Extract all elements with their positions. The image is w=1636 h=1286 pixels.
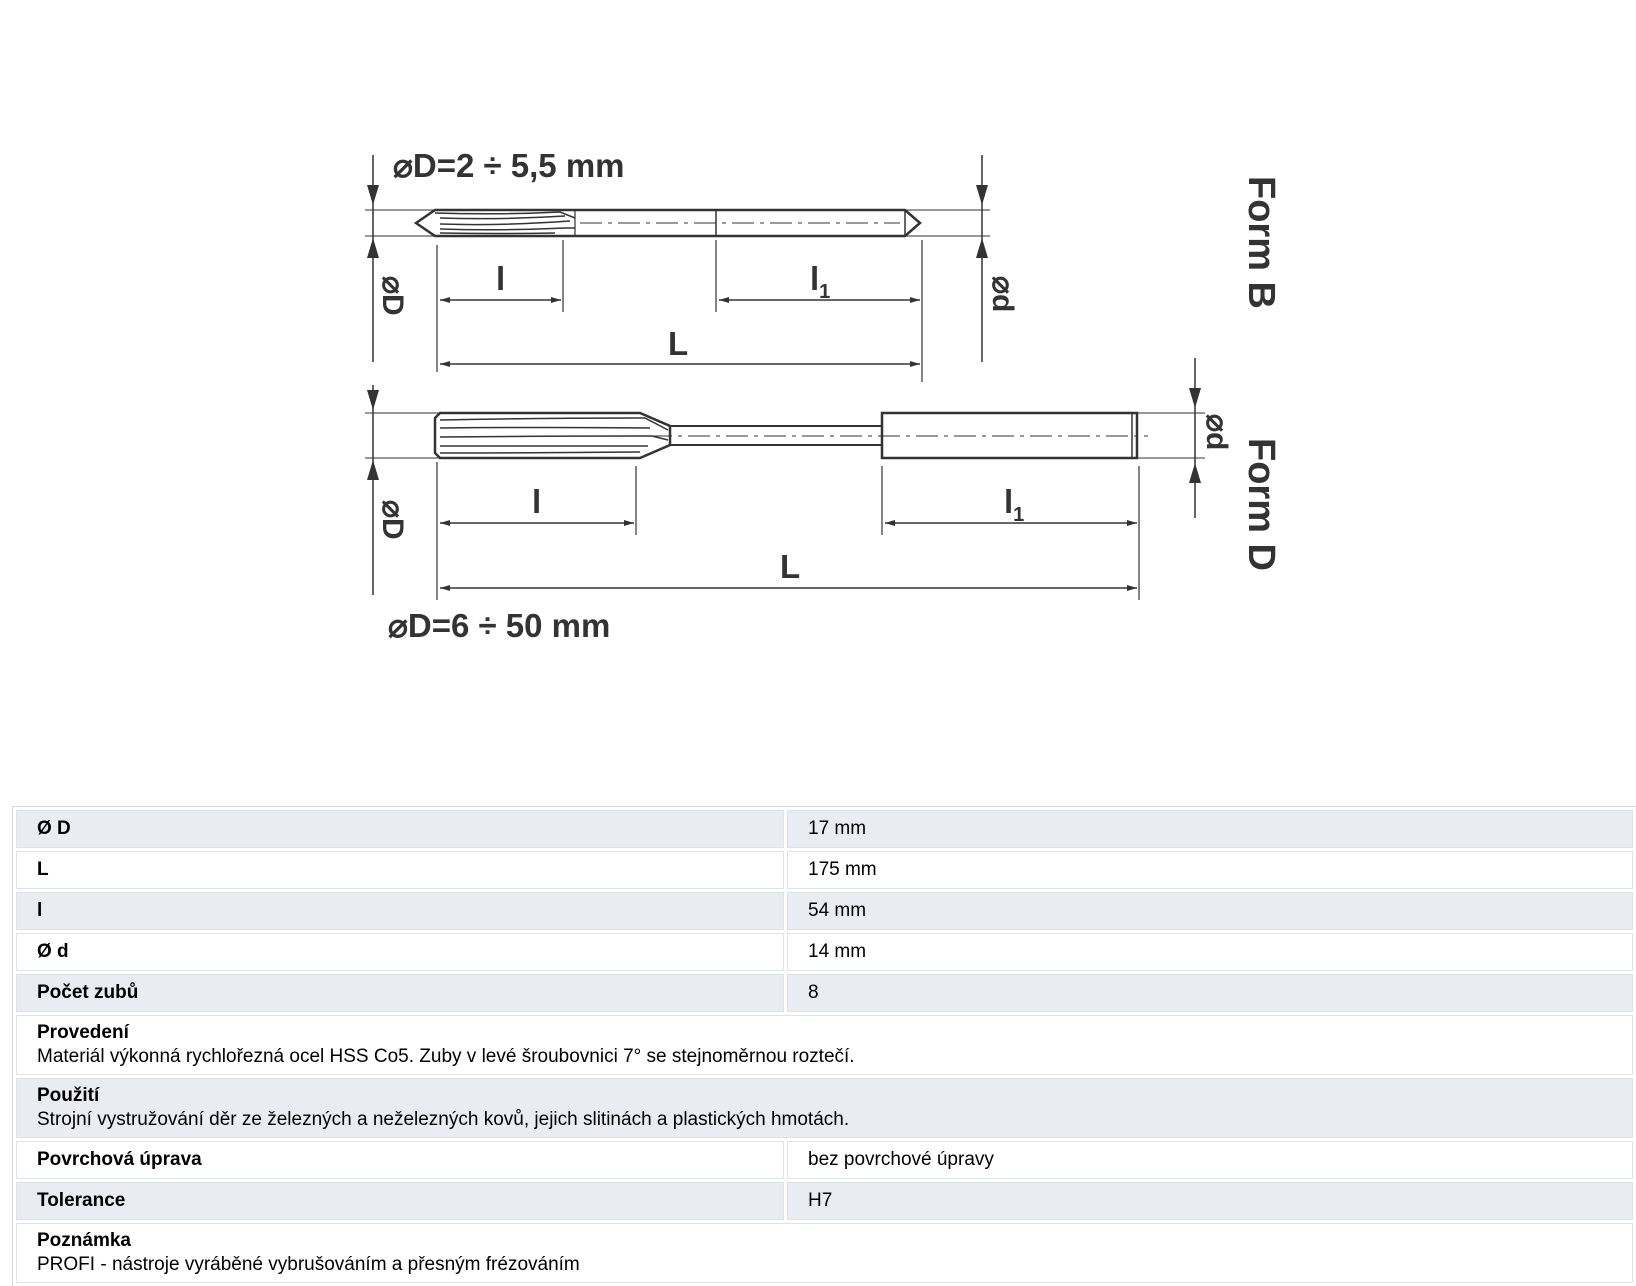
form-b-range-label: ⌀D=2 ÷ 5,5 mm [393, 147, 625, 184]
form-b-D-vertical: ⌀D [376, 276, 409, 316]
table-row [16, 851, 1633, 889]
table-row [16, 892, 1633, 930]
form-b-l1-label [810, 260, 830, 303]
drawing-labels [376, 147, 1282, 644]
spec-value: 14 mm [787, 933, 1633, 971]
form-b-L-label: L [668, 325, 689, 362]
spec-value: 175 mm [787, 851, 1633, 889]
spec-label: Ø d [16, 933, 784, 971]
pouziti-cell [16, 1078, 1633, 1138]
spec-value: 8 [787, 974, 1633, 1012]
spec-label: L [16, 851, 784, 889]
form-d-l1-label [1004, 483, 1024, 526]
table-row [16, 974, 1633, 1012]
spec-value: 54 mm [787, 892, 1633, 930]
table-row [16, 810, 1633, 848]
form-d-d-vertical: ⌀d [1200, 414, 1233, 451]
table-row [16, 1223, 1633, 1283]
poznamka-value: PROFI - nástroje vyráběné vybrušováním a přesným frézováním [37, 1254, 580, 1275]
form-d-range-label: ⌀D=6 ÷ 50 mm [388, 607, 611, 644]
pouziti-label: Použití [37, 1085, 100, 1106]
table-row [16, 933, 1633, 971]
form-d-D-vertical: ⌀D [376, 500, 409, 540]
form-b-title: Form B [1240, 176, 1282, 309]
poznamka-label: Poznámka [37, 1230, 131, 1251]
spec-value: bez povrchové úpravy [787, 1141, 1633, 1179]
provedeni-value: Materiál výkonná rychlořezná ocel HSS Co5. Zuby v levé šroubovnici 7° se stejnoměrnou roztečí. [37, 1046, 855, 1067]
form-d-l1-main: l [1004, 483, 1014, 520]
table-row [16, 1015, 1633, 1075]
form-d-l-label: l [532, 483, 542, 520]
spec-label: Tolerance [16, 1182, 784, 1220]
form-b-d-vertical: ⌀d [986, 276, 1019, 313]
form-d-l1-sub: 1 [1013, 504, 1025, 526]
table-row [16, 1182, 1633, 1220]
form-b-l-label: l [496, 260, 506, 297]
spec-label: Ø D [16, 810, 784, 848]
form-b-l1-sub: 1 [819, 281, 831, 303]
form-d-title: Form D [1240, 438, 1282, 571]
spec-value: 17 mm [787, 810, 1633, 848]
form-b-l1-main: l [810, 260, 820, 297]
pouziti-value: Strojní vystružování děr ze železných a neželezných kovů, jejich slitinách a plastických hmotách. [37, 1109, 850, 1130]
spec-value: H7 [787, 1182, 1633, 1220]
table-row [16, 1078, 1633, 1138]
provedeni-label: Provedení [37, 1022, 129, 1043]
provedeni-cell [16, 1015, 1633, 1075]
form-d-L-label: L [780, 548, 801, 585]
poznamka-cell [16, 1223, 1633, 1283]
spec-table [12, 806, 1636, 1286]
spec-label: l [16, 892, 784, 930]
spec-label: Povrchová úprava [16, 1141, 784, 1179]
table-row [16, 1141, 1633, 1179]
spec-label: Počet zubů [16, 974, 784, 1012]
